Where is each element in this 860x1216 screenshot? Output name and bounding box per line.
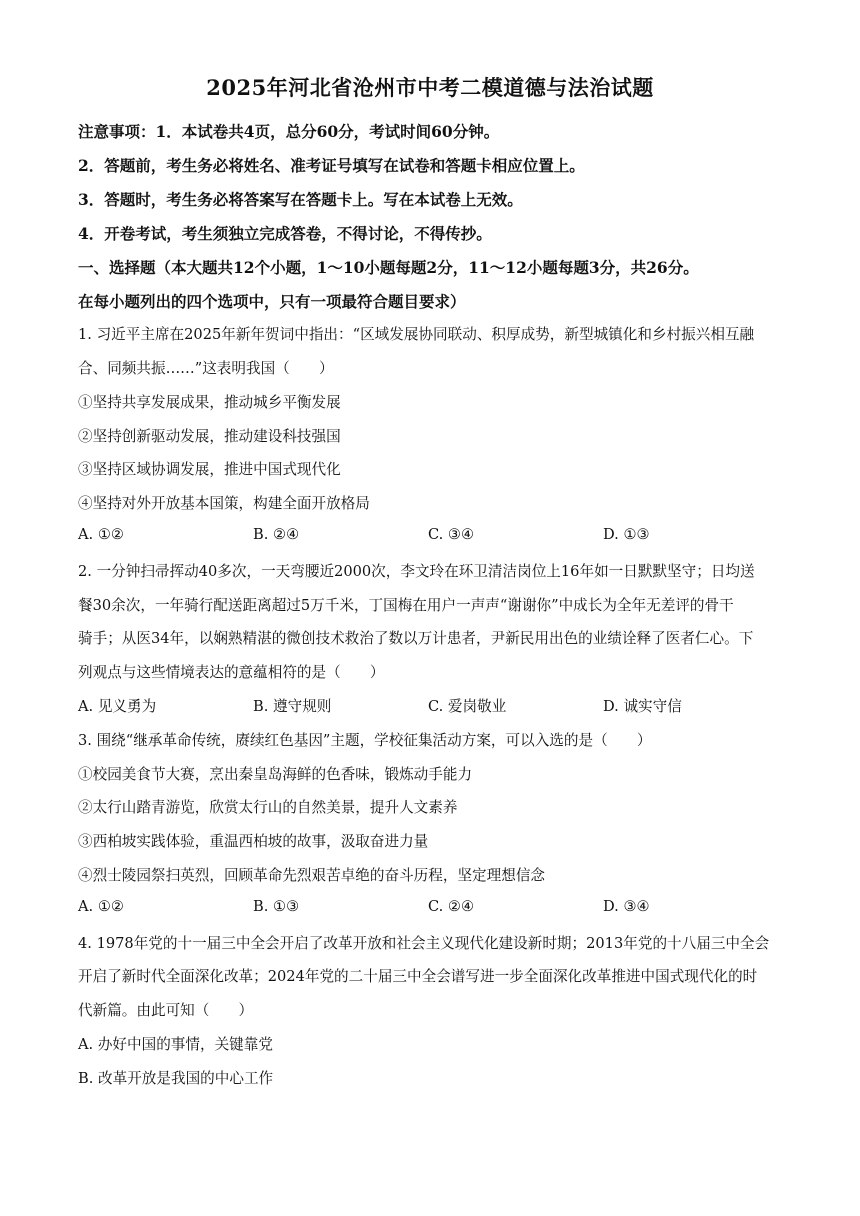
question-1-item: ①坚持共享发展成果，推动城乡平衡发展 <box>78 394 341 411</box>
page-title: 2025年河北省沧州市中考二模道德与法治试题 <box>206 75 654 100</box>
option-b: B. 遵守规则 <box>253 698 332 715</box>
question-3-item: ②太行山踏青游览，欣赏太行山的自然美景，提升人文素养 <box>78 799 458 816</box>
option-a: A. 见义勇为 <box>78 698 157 715</box>
question-1-options <box>78 526 778 543</box>
question-2-options <box>78 695 778 716</box>
section-heading: 在每小题列出的四个选项中，只有一项最符合题目要求） <box>78 292 466 311</box>
note-line: 4．开卷考试，考生须独立完成答卷，不得讨论，不得传抄。 <box>78 224 492 243</box>
option-b: B. ②④ <box>253 526 300 543</box>
question-1-item: ④坚持对外开放基本国策，构建全面开放格局 <box>78 495 370 512</box>
question-2-stem: 骑手；从医34年，以娴熟精湛的微创技术救治了数以万计患者，尹新民用出色的业绩诠释了医者仁心。下 <box>78 630 754 647</box>
question-1-stem: 合、同频共振……”这表明我国（ ） <box>78 360 334 377</box>
question-4-stem: 4. 1978年党的十一届三中全会开启了改革开放和社会主义现代化建设新时期；2013年党的十八届三中全会 <box>78 935 770 952</box>
question-1-stem: 1. 习近平主席在2025年新年贺词中指出：“区域发展协同联动、积厚成势，新型城镇化和乡村振兴相互融 <box>78 326 755 343</box>
option-d: D. 诚实守信 <box>603 698 682 715</box>
option-b: B. ①③ <box>253 898 300 915</box>
question-3-item: ④烈士陵园祭扫英烈，回顾革命先烈艰苦卓绝的奋斗历程，坚定理想信念 <box>78 867 546 884</box>
question-4-stem: 代新篇。由此可知（ ） <box>78 1002 254 1019</box>
option-c: C. ②④ <box>428 898 475 915</box>
note-line: 3．答题时，考生务必将答案写在答题卡上。写在本试卷上无效。 <box>78 190 523 209</box>
option-d: D. ①③ <box>603 526 650 543</box>
section-heading: 一、选择题（本大题共12个小题，1～10小题每题2分，11～12小题每题3分，共26分。 <box>78 258 699 277</box>
option-a: A. ①② <box>78 526 124 543</box>
question-3-options <box>78 898 778 915</box>
option-c: C. ③④ <box>428 526 475 543</box>
option-b: B. 改革开放是我国的中心工作 <box>78 1070 274 1087</box>
option-d: D. ③④ <box>603 898 650 915</box>
question-1-item: ②坚持创新驱动发展，推动建设科技强国 <box>78 428 341 445</box>
question-3-stem: 3. 围绕“继承革命传统，赓续红色基因”主题，学校征集活动方案，可以入选的是（ ） <box>78 732 652 749</box>
option-c: C. 爱岗敬业 <box>428 698 507 715</box>
option-a: A. 办好中国的事情，关键靠党 <box>78 1036 273 1053</box>
question-2-stem: 列观点与这些情境表达的意蕴相符的是（ ） <box>78 664 385 681</box>
question-3-item: ①校园美食节大赛，烹出秦皇岛海鲜的色香味，锻炼动手能力 <box>78 766 473 783</box>
option-a: A. ①② <box>78 898 124 915</box>
question-2-stem: 餐30余次，一年骑行配送距离超过5万千米，丁国梅在用户一声声“谢谢你”中成长为全年无差评的骨干 <box>78 597 734 614</box>
question-3-item: ③西柏坡实践体验，重温西柏坡的故事，汲取奋进力量 <box>78 833 429 850</box>
note-line: 注意事项：1．本试卷共4页，总分60分，考试时间60分钟。 <box>78 122 500 141</box>
question-4-stem: 开启了新时代全面深化改革；2024年党的二十届三中全会谱写进一步全面深化改革推进中国式现代化的时 <box>78 968 758 985</box>
question-1-item: ③坚持区域协调发展，推进中国式现代化 <box>78 461 341 478</box>
note-line: 2．答题前，考生务必将姓名、准考证号填写在试卷和答题卡相应位置上。 <box>78 156 585 175</box>
question-2-stem: 2. 一分钟扫帚挥动40多次，一天弯腰近2000次，李文玲在环卫清洁岗位上16年如一日默默坚守；日均送 <box>78 563 755 580</box>
